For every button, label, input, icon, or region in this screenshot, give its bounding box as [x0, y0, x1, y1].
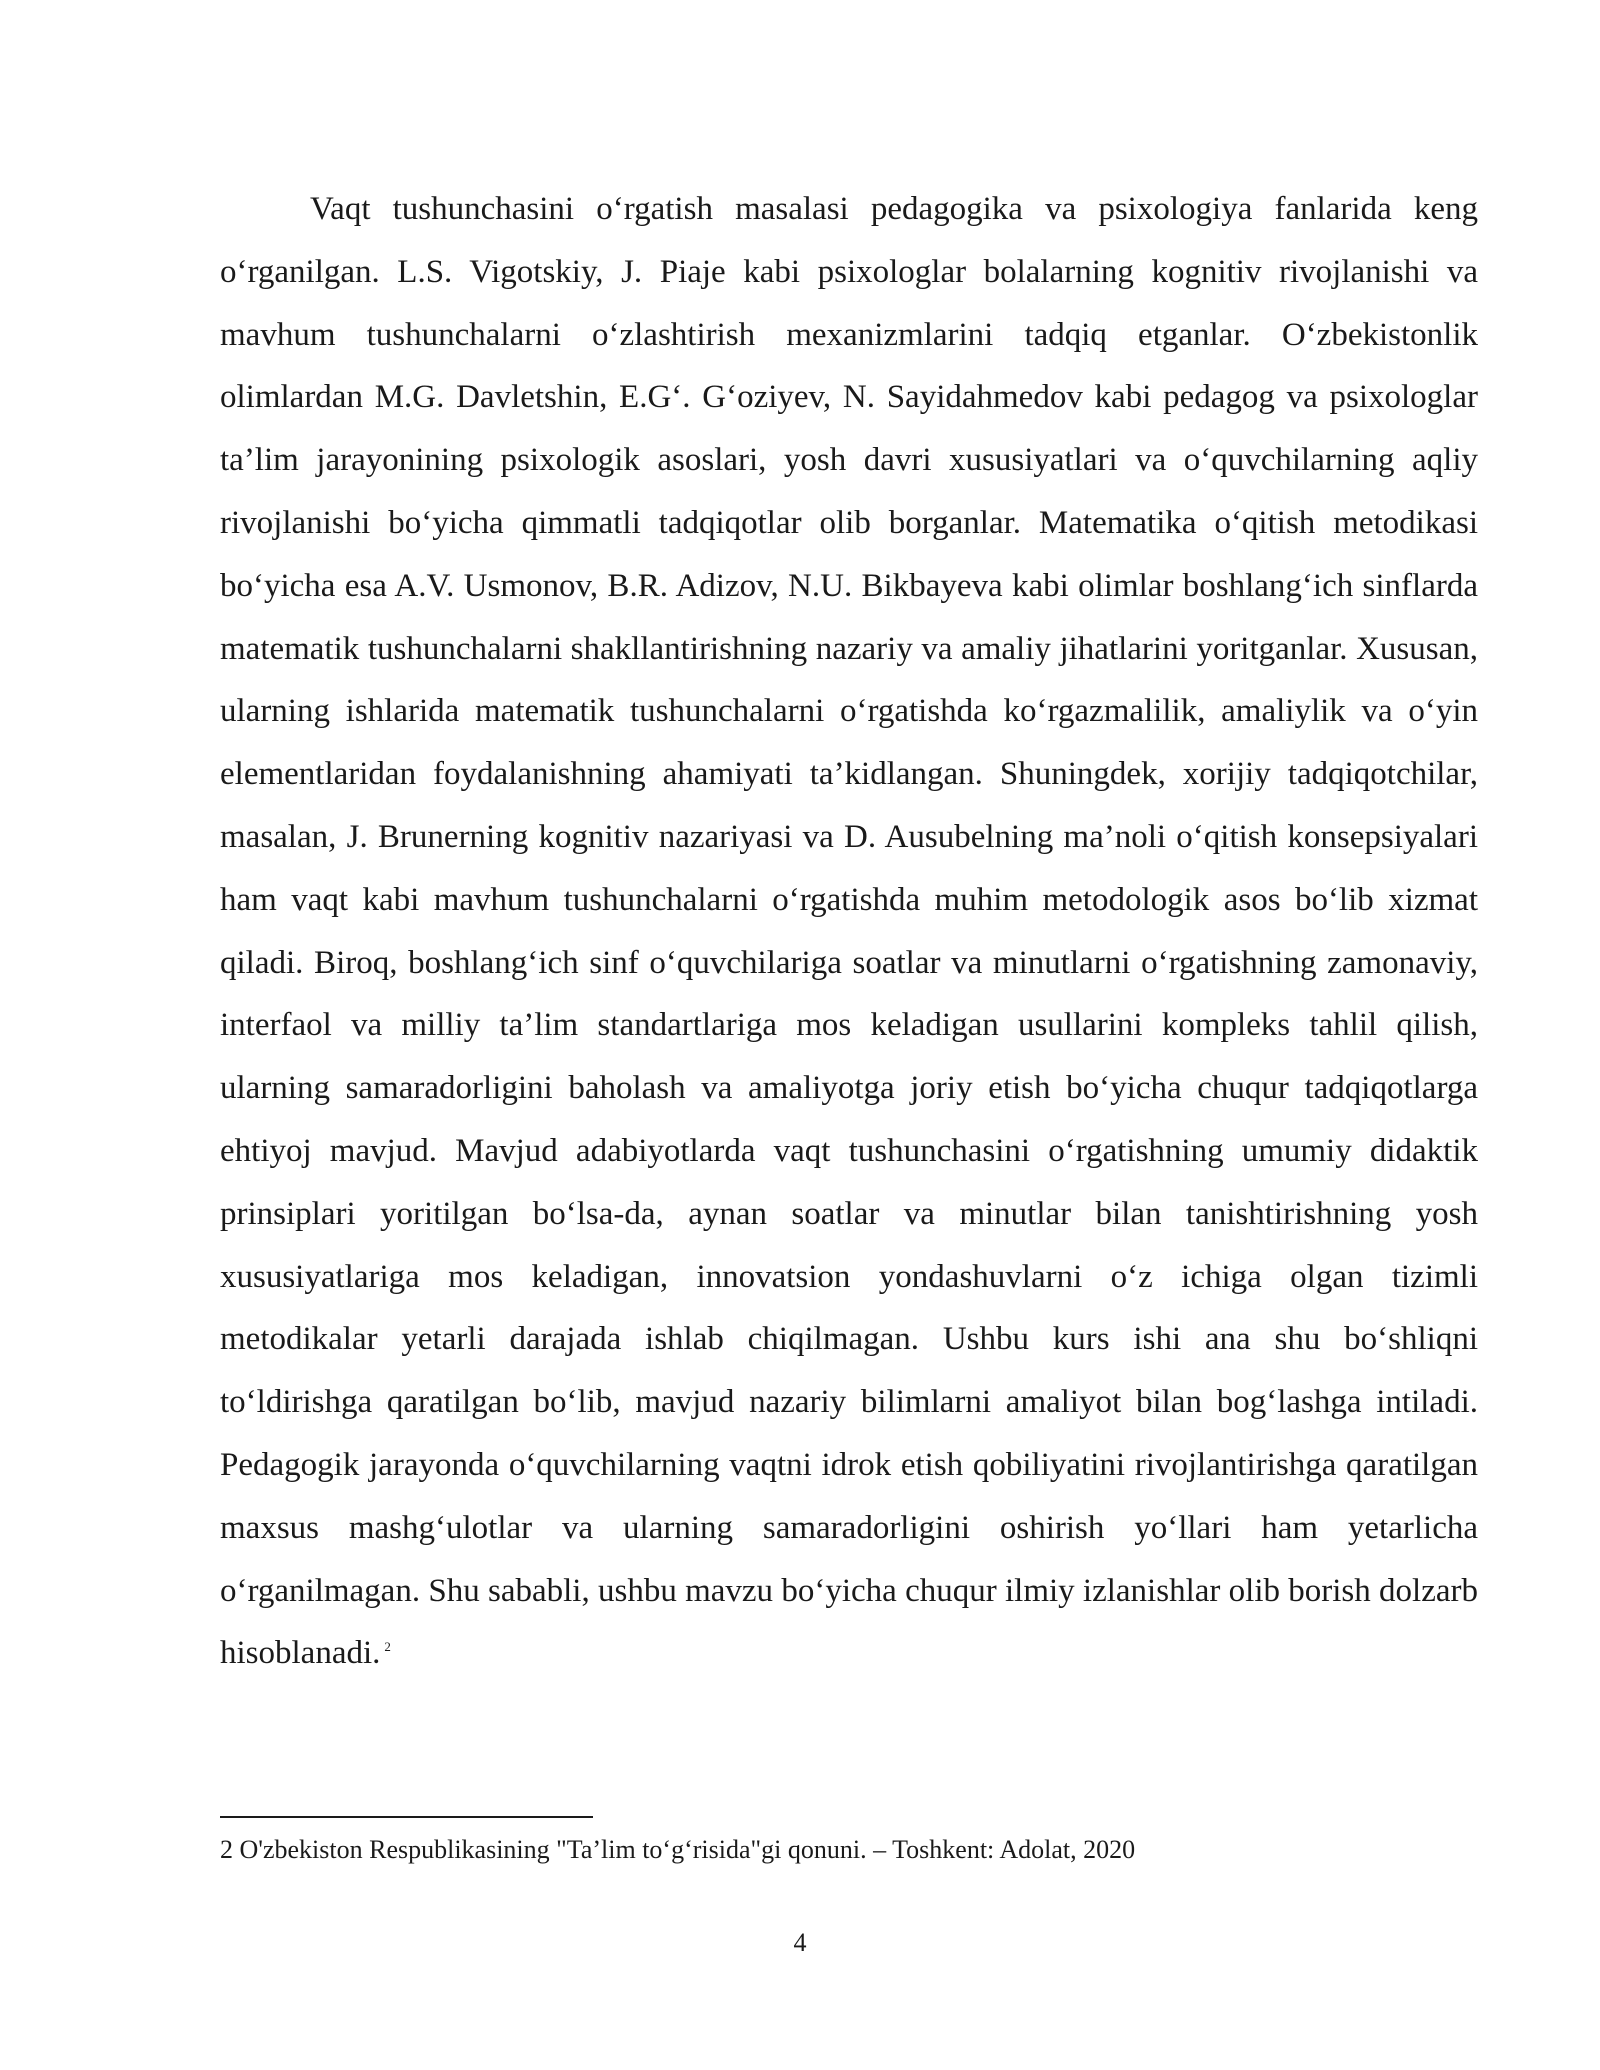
paragraph-text: Vaqt tushunchasini o‘rgatish masalasi pedagogika va psixologiya fanlarida keng o‘rganilgan. L.S. Vigotskiy, J. Piaje kabi psixologlar bolalarning kognitiv rivojlanishi va mavhum tushunchalarni o‘zlashtirish mexanizmlarini tadqiq etganlar. O‘zbekistonlik olimlardan M.G. Davletshin, E.G‘. G‘oziyev, N. Sayidahmedov kabi pedagog va psixologlar ta’lim jarayonining psixologik asoslari, yosh davri xususiyatlari va o‘quvchilarning aqliy rivojlanishi bo‘yicha qimmatli tadqiqotlar olib borganlar. Matematika o‘qitish metodikasi bo‘yicha esa A.V. Usmonov, B.R. Adizov, N.U. Bikbayeva kabi olimlar boshlang‘ich sinflarda matematik tushunchalarni shakllantirishning nazariy va amaliy jihatlarini yoritganlar. Xususan, ularning ishlarida matematik tushunchalarni o‘rgatishda ko‘rgazmalilik, amaliylik va o‘yin elementlaridan foydalanishning ahamiyati ta’kidlangan. Shuningdek, xorijiy tadqiqotchilar, masalan, J. Brunerning kognitiv nazariyasi va D. Ausubelning ma’noli o‘qitish konsepsiyalari ham vaqt kabi mavhum tushunchalarni o‘rgatishda muhim metodologik asos bo‘lib xizmat qiladi. Biroq, boshlang‘ich sinf o‘quvchilariga soatlar va minutlarni o‘rgatishning zamonaviy, interfaol va milliy ta’lim standartlariga mos keladigan usullarini kompleks tahlil qilish, ularning samaradorligini baholash va amaliyotga joriy etish bo‘yicha chuqur tadqiqotlarga ehtiyoj mavjud. Mavjud adabiyotlarda vaqt tushunchasini o‘rgatishning umumiy didaktik prinsiplari yoritilgan bo‘lsa-da, aynan soatlar va minutlar bilan tanishtirishning yosh xususiyatlariga mos keladigan, innovatsion yondashuvlarni o‘z ichiga olgan tizimli metodikalar yetarli darajada ishlab chiqilmagan. Ushbu kurs ishi ana shu bo‘shliqni to‘ldirishga qaratilgan bo‘lib, mavjud nazariy bilimlarni amaliyot bilan bog‘lashga intiladi. Pedagogik jarayonda o‘quvchilarning vaqtni idrok etish qobiliyatini rivojlantirishga qaratilgan maxsus mashg‘ulotlar va ularning samaradorligini oshirish yo‘llari ham yetarlicha o‘rganilmagan. Shu sababli, ushbu mavzu bo‘yicha chuqur ilmiy izlanishlar olib borish dolzarb hisoblanadi. — [220, 191, 1478, 1672]
page-number: 4 — [793, 1928, 807, 1957]
footnote-separator — [220, 1816, 593, 1818]
body-paragraph — [220, 178, 1478, 1685]
footnote: 2 O'zbekiston Respublikasining "Ta’lim to‘g‘risida"gi qonuni. – Toshkent: Adolat, 2020 — [220, 1835, 1136, 1864]
footnote-marker: 2 — [384, 1639, 391, 1655]
